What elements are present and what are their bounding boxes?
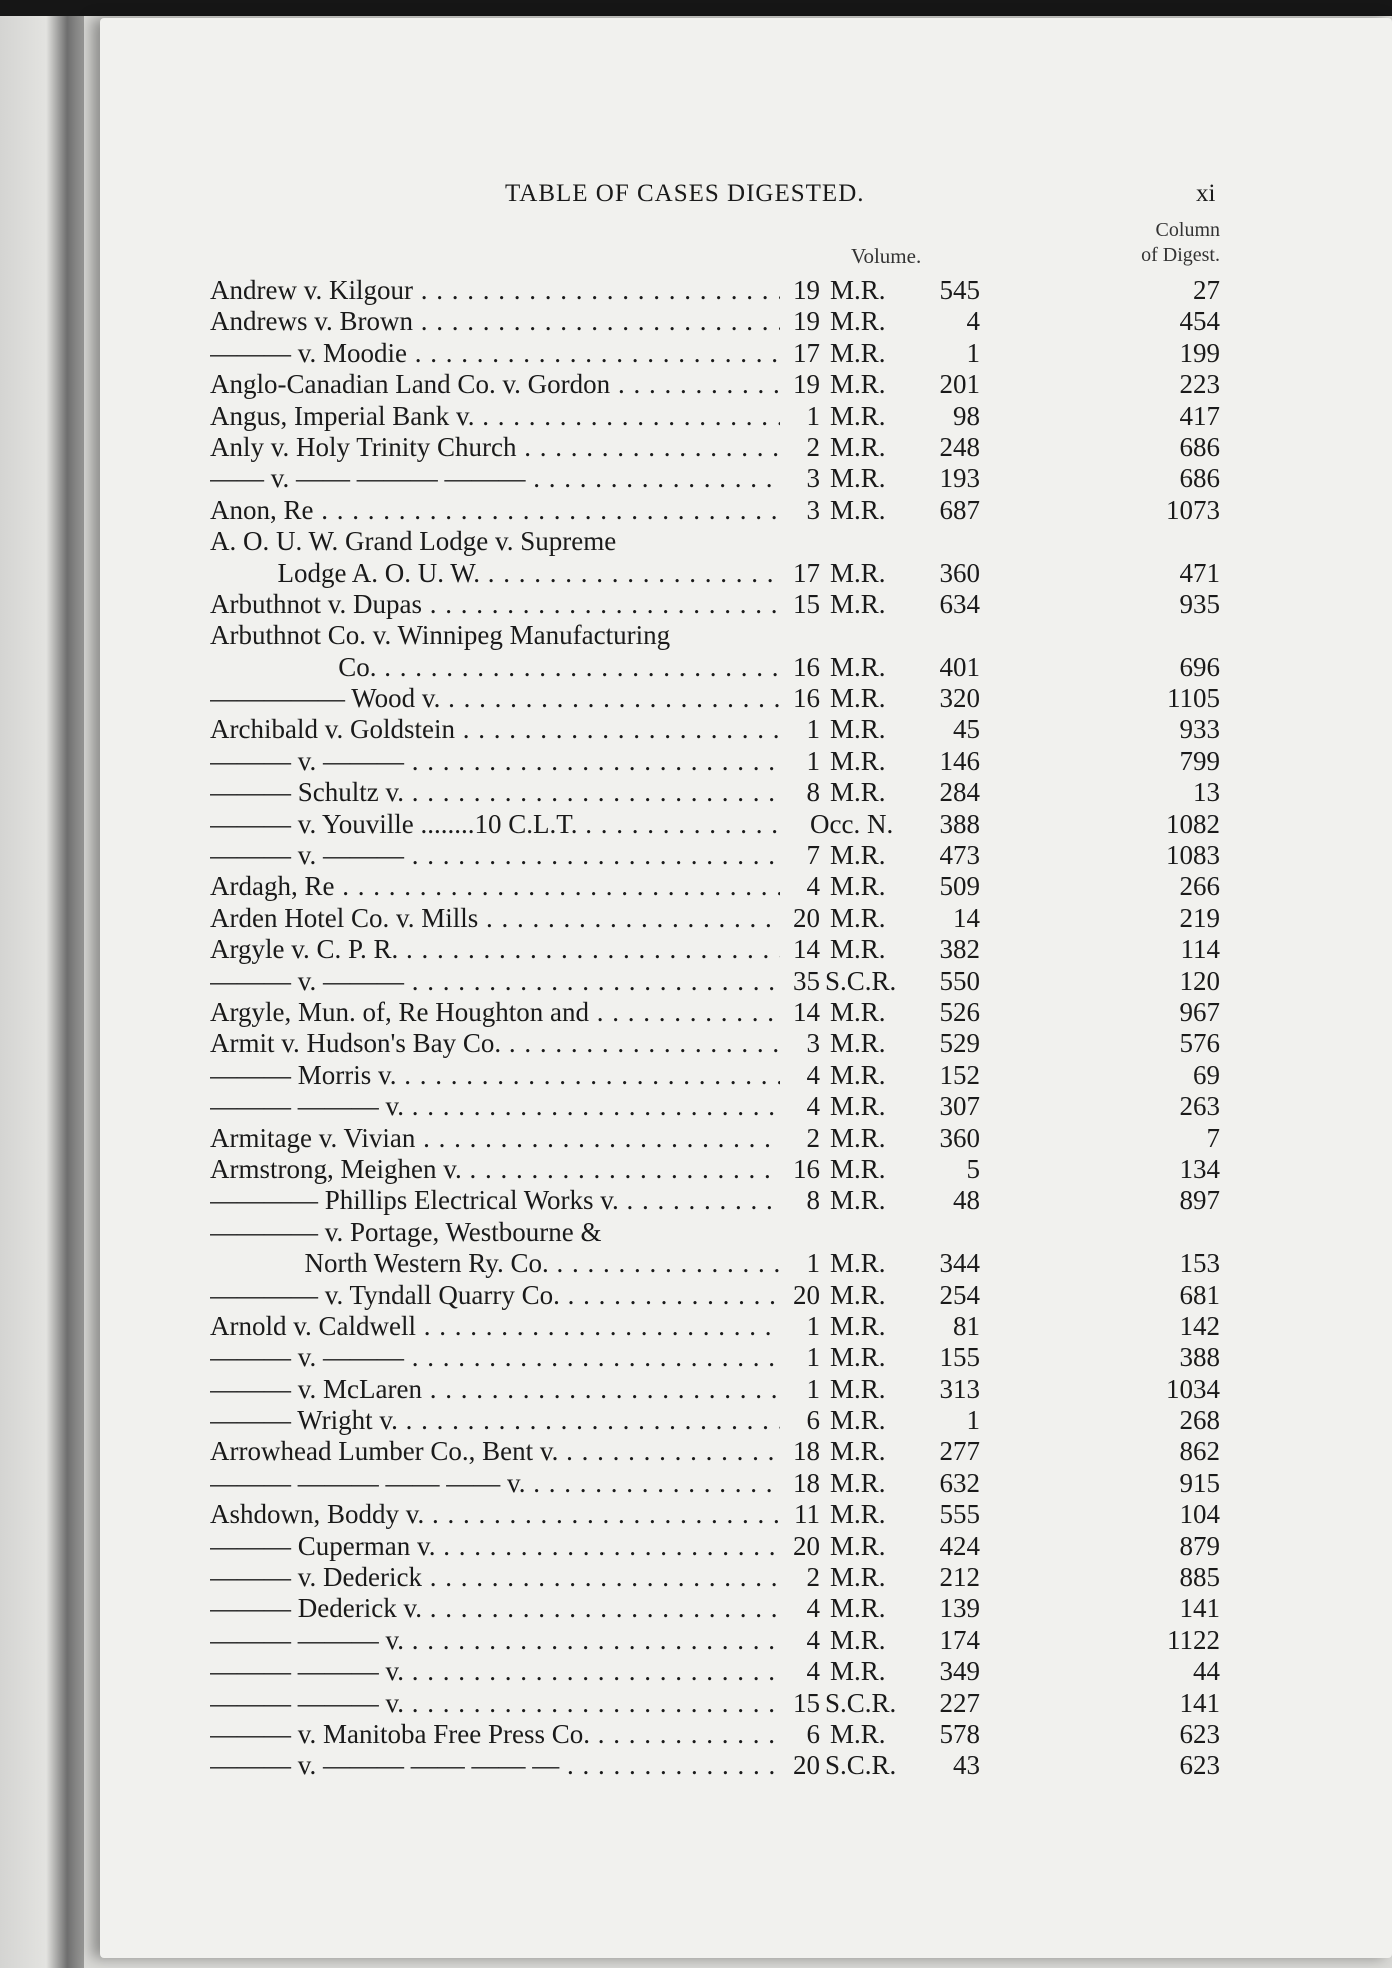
case-entry: [210, 809, 1220, 840]
page-header: [0, 180, 1392, 220]
case-entry: [210, 1342, 1220, 1373]
report-series: M.R.: [830, 431, 886, 462]
case-name: ————— Wood v. . . .: [210, 683, 780, 714]
digest-column: 879: [1179, 1530, 1220, 1561]
report-page: 277: [939, 1436, 980, 1467]
case-entry: [210, 526, 1220, 557]
volume-number: 8: [806, 777, 820, 808]
case-name: ——— Cuperman v. . . .: [210, 1531, 780, 1562]
digest-column: 268: [1179, 1405, 1220, 1436]
report-page: 388: [939, 808, 980, 839]
case-entry: [210, 1750, 1220, 1781]
volume-number: 4: [806, 1091, 820, 1122]
report-series: M.R.: [830, 1405, 886, 1436]
volume-number: 19: [793, 369, 820, 400]
case-entry: [210, 934, 1220, 965]
case-name: ——— ——— v. . . .: [210, 1688, 780, 1719]
case-table: [210, 275, 1220, 1782]
case-entry: [210, 1531, 1220, 1562]
case-entry: [210, 1248, 1220, 1279]
volume-number: 1: [806, 714, 820, 745]
report-page: 473: [939, 840, 980, 871]
case-name: Armitage v. Vivian . . .: [210, 1123, 780, 1154]
case-entry: [210, 275, 1220, 306]
report-series: S.C.R.: [825, 1687, 897, 1718]
case-entry: [210, 1217, 1220, 1248]
case-entry: [210, 997, 1220, 1028]
case-name: ——— Schultz v. . . .: [210, 777, 780, 808]
volume-number: 2: [806, 1562, 820, 1593]
volume-number: 1: [806, 1310, 820, 1341]
report-series: Occ. N.: [810, 808, 894, 839]
digest-column: 134: [1179, 1153, 1220, 1184]
report-series: M.R.: [830, 400, 886, 431]
report-series: M.R.: [830, 934, 886, 965]
case-name: Andrew v. Kilgour . . .: [210, 275, 780, 306]
case-entry: [210, 620, 1220, 651]
case-entry: [210, 1688, 1220, 1719]
case-name: Arden Hotel Co. v. Mills . . .: [210, 903, 780, 934]
report-page: 5: [966, 1153, 980, 1184]
report-series: M.R.: [830, 1028, 886, 1059]
case-entry: [210, 1123, 1220, 1154]
case-name: ———— v. Tyndall Quarry Co. . . .: [210, 1280, 780, 1311]
digest-column: 153: [1179, 1248, 1220, 1279]
case-entry: [210, 495, 1220, 526]
volume-number: 17: [793, 557, 820, 588]
scan-top-border: [0, 0, 1392, 16]
volume-number: 35: [793, 965, 820, 996]
case-name: Andrews v. Brown . . .: [210, 306, 780, 337]
report-page: 1: [966, 1405, 980, 1436]
digest-column: 935: [1179, 588, 1220, 619]
case-name: ——— v. ——— . . .: [210, 1342, 780, 1373]
case-name: ——— v. Manitoba Free Press Co. . . .: [210, 1719, 780, 1750]
volume-number: 19: [793, 275, 820, 305]
case-name: Angus, Imperial Bank v. . . .: [210, 401, 780, 432]
report-page: 632: [939, 1467, 980, 1498]
case-name: ——— Dederick v. . . .: [210, 1593, 780, 1624]
case-entry: [210, 1311, 1220, 1342]
volume-number: 16: [793, 651, 820, 682]
case-entry: [210, 746, 1220, 777]
volume-number: 4: [806, 1593, 820, 1624]
report-series: M.R.: [830, 996, 886, 1027]
report-series: M.R.: [830, 1593, 886, 1624]
case-name: ——— ——— v. . . .: [210, 1091, 780, 1122]
volume-number: 2: [806, 431, 820, 462]
digest-column: 915: [1179, 1467, 1220, 1498]
case-name: Armstrong, Meighen v. . . .: [210, 1154, 780, 1185]
report-page: 529: [939, 1028, 980, 1059]
digest-column: 623: [1179, 1718, 1220, 1749]
report-page: 45: [953, 714, 980, 745]
case-entry: [210, 1060, 1220, 1091]
case-name: ——— v. McLaren . . .: [210, 1374, 780, 1405]
case-entry: [210, 1468, 1220, 1499]
case-entry: [210, 401, 1220, 432]
digest-column: 13: [1193, 777, 1220, 808]
report-series: M.R.: [830, 1091, 886, 1122]
digest-column: 933: [1179, 714, 1220, 745]
report-series: M.R.: [830, 1122, 886, 1153]
digest-column: 219: [1179, 902, 1220, 933]
report-series: M.R.: [830, 1562, 886, 1593]
case-entry: [210, 432, 1220, 463]
case-name: ——— ——— —— —— v. . . .: [210, 1468, 780, 1499]
case-entry: [210, 1374, 1220, 1405]
digest-column: 1122: [1167, 1624, 1220, 1655]
digest-column: 120: [1179, 965, 1220, 996]
volume-number: 14: [793, 934, 820, 965]
case-name: ——— v. ——— . . .: [210, 840, 780, 871]
volume-number: 20: [793, 1530, 820, 1561]
case-entry: [210, 1625, 1220, 1656]
report-page: 14: [953, 902, 980, 933]
digest-column: 454: [1179, 306, 1220, 337]
case-name: ——— ——— v. . . .: [210, 1656, 780, 1687]
case-entry: [210, 463, 1220, 494]
report-page: 139: [939, 1593, 980, 1624]
page-title: TABLE OF CASES DIGESTED.: [505, 180, 865, 207]
case-name: ———— v. Portage, Westbourne &: [210, 1216, 602, 1247]
digest-column: 1105: [1167, 683, 1220, 714]
report-page: 687: [939, 494, 980, 525]
volume-number: 19: [793, 306, 820, 337]
case-name: ——— Wright v. . . .: [210, 1405, 780, 1436]
report-page: 1: [966, 337, 980, 368]
case-name: Anglo-Canadian Land Co. v. Gordon . . .: [210, 369, 780, 400]
digest-column: 799: [1179, 745, 1220, 776]
volume-number: 1: [806, 1248, 820, 1279]
report-page: 424: [939, 1530, 980, 1561]
report-series: M.R.: [830, 1185, 886, 1216]
digest-column: 44: [1193, 1656, 1220, 1687]
volume-number: 15: [793, 1687, 820, 1718]
volume-number: 1: [806, 745, 820, 776]
case-name: ——— ——— v. . . .: [210, 1625, 780, 1656]
report-page: 193: [939, 463, 980, 494]
volume-number: 1: [806, 1342, 820, 1373]
report-series: S.C.R.: [825, 965, 897, 996]
digest-column: 104: [1179, 1499, 1220, 1530]
report-series: M.R.: [830, 683, 886, 714]
case-entry: [210, 1091, 1220, 1122]
case-name: Ardagh, Re . . .: [210, 871, 780, 902]
report-page: 344: [939, 1248, 980, 1279]
report-series: M.R.: [830, 337, 886, 368]
report-series: M.R.: [830, 902, 886, 933]
digest-column: 266: [1179, 871, 1220, 902]
report-series: M.R.: [830, 463, 886, 494]
case-entry: [210, 369, 1220, 400]
digest-column: 967: [1179, 996, 1220, 1027]
report-page: 509: [939, 871, 980, 902]
digest-column: 471: [1179, 557, 1220, 588]
case-entry: [210, 777, 1220, 808]
report-series: M.R.: [830, 1530, 886, 1561]
case-entry: [210, 1185, 1220, 1216]
report-page: 155: [939, 1342, 980, 1373]
report-series: M.R.: [830, 840, 886, 871]
digest-column: 223: [1179, 369, 1220, 400]
volume-number: 16: [793, 683, 820, 714]
volume-number: 14: [793, 996, 820, 1027]
report-series: M.R.: [830, 369, 886, 400]
digest-column: 696: [1179, 651, 1220, 682]
digest-column: 862: [1179, 1436, 1220, 1467]
case-entry: [210, 871, 1220, 902]
report-series: M.R.: [830, 1310, 886, 1341]
case-entry: [210, 1028, 1220, 1059]
volume-number: 4: [806, 1656, 820, 1687]
case-entry: [210, 714, 1220, 745]
digest-column: 142: [1179, 1310, 1220, 1341]
case-entry: [210, 1436, 1220, 1467]
digest-column: 686: [1179, 431, 1220, 462]
report-series: M.R.: [830, 557, 886, 588]
report-series: M.R.: [830, 1248, 886, 1279]
volume-number: 1: [806, 400, 820, 431]
report-page: 545: [939, 275, 980, 305]
report-page: 248: [939, 431, 980, 462]
report-page: 254: [939, 1279, 980, 1310]
report-series: M.R.: [830, 275, 886, 305]
report-page: 227: [939, 1687, 980, 1718]
case-name: —— v. —— ——— ——— . . .: [210, 463, 780, 494]
case-name: Lodge A. O. U. W. . . .: [210, 558, 780, 589]
report-page: 401: [939, 651, 980, 682]
report-page: 146: [939, 745, 980, 776]
report-series: M.R.: [830, 494, 886, 525]
digest-column: 69: [1193, 1059, 1220, 1090]
report-page: 360: [939, 1122, 980, 1153]
case-name: A. O. U. W. Grand Lodge v. Supreme: [210, 526, 617, 557]
report-series: M.R.: [830, 306, 886, 337]
digest-column: 897: [1179, 1185, 1220, 1216]
case-entry: [210, 306, 1220, 337]
report-page: 313: [939, 1373, 980, 1404]
digest-column: 417: [1179, 400, 1220, 431]
report-series: M.R.: [830, 651, 886, 682]
report-series: M.R.: [830, 1153, 886, 1184]
volume-number: 6: [806, 1718, 820, 1749]
case-name: ———— Phillips Electrical Works v. . . .: [210, 1185, 780, 1216]
volume-number: 6: [806, 1405, 820, 1436]
digest-column: 1073: [1166, 494, 1220, 525]
report-page: 320: [939, 683, 980, 714]
case-entry: [210, 1562, 1220, 1593]
report-series: M.R.: [830, 1656, 886, 1687]
facing-page-edge: [0, 16, 84, 1968]
case-entry: [210, 652, 1220, 683]
report-series: M.R.: [830, 1373, 886, 1404]
volume-number: 4: [806, 871, 820, 902]
volume-number: 17: [793, 337, 820, 368]
case-name: ——— v. Dederick . . .: [210, 1562, 780, 1593]
case-entry: [210, 683, 1220, 714]
report-page: 555: [939, 1499, 980, 1530]
report-series: M.R.: [830, 1436, 886, 1467]
report-page: 152: [939, 1059, 980, 1090]
report-page: 284: [939, 777, 980, 808]
digest-column: 1034: [1166, 1373, 1220, 1404]
digest-column: 623: [1179, 1750, 1220, 1781]
report-series: M.R.: [830, 745, 886, 776]
case-name: Archibald v. Goldstein . . .: [210, 714, 780, 745]
case-name: Arbuthnot Co. v. Winnipeg Manufacturing: [210, 620, 671, 651]
case-name: ——— v. ——— . . .: [210, 746, 780, 777]
case-name: Arnold v. Caldwell . . .: [210, 1311, 780, 1342]
report-series: M.R.: [830, 1499, 886, 1530]
report-series: M.R.: [830, 871, 886, 902]
volume-number: 4: [806, 1059, 820, 1090]
case-entry: [210, 1280, 1220, 1311]
report-series: M.R.: [830, 1279, 886, 1310]
volume-number: 15: [793, 588, 820, 619]
digest-column: 1082: [1166, 808, 1220, 839]
digest-column: 27: [1193, 275, 1220, 305]
volume-number: 7: [806, 840, 820, 871]
case-name: Anon, Re . . .: [210, 495, 780, 526]
volume-number: 3: [806, 463, 820, 494]
case-name: ——— v. Moodie . . .: [210, 338, 780, 369]
case-entry: [210, 1593, 1220, 1624]
case-entry: [210, 338, 1220, 369]
volume-column-heading: Volume.: [851, 244, 922, 268]
case-entry: [210, 589, 1220, 620]
digest-column-heading-line1: Column: [1155, 219, 1220, 241]
case-entry: [210, 1154, 1220, 1185]
report-page: 174: [939, 1624, 980, 1655]
volume-number: 11: [794, 1499, 820, 1530]
digest-column: 681: [1179, 1279, 1220, 1310]
digest-column: 388: [1179, 1342, 1220, 1373]
report-page: 201: [939, 369, 980, 400]
volume-number: 3: [806, 1028, 820, 1059]
report-page: 634: [939, 588, 980, 619]
report-page: 360: [939, 557, 980, 588]
report-page: 307: [939, 1091, 980, 1122]
case-entry: [210, 966, 1220, 997]
report-page: 98: [953, 400, 980, 431]
digest-column: 576: [1179, 1028, 1220, 1059]
case-entry: [210, 1719, 1220, 1750]
case-name: Armit v. Hudson's Bay Co. . . .: [210, 1028, 780, 1059]
digest-column: 141: [1179, 1687, 1220, 1718]
volume-number: 16: [793, 1153, 820, 1184]
report-series: M.R.: [830, 1624, 886, 1655]
case-entry: [210, 1499, 1220, 1530]
report-page: 578: [939, 1718, 980, 1749]
digest-column: 1083: [1166, 840, 1220, 871]
case-name: Arbuthnot v. Dupas . . .: [210, 589, 780, 620]
volume-number: 18: [793, 1436, 820, 1467]
volume-number: 4: [806, 1624, 820, 1655]
case-name: Ashdown, Boddy v. . . .: [210, 1499, 780, 1530]
report-series: M.R.: [830, 1467, 886, 1498]
report-series: M.R.: [830, 777, 886, 808]
case-entry: [210, 1405, 1220, 1436]
case-name: ——— v. Youville ........10 C.L.T. . . .: [210, 809, 780, 840]
digest-column: 686: [1179, 463, 1220, 494]
case-name: ——— v. ——— —— —— — . . .: [210, 1750, 780, 1781]
report-series: M.R.: [830, 1342, 886, 1373]
case-entry: [210, 840, 1220, 871]
volume-number: 3: [806, 494, 820, 525]
report-page: 550: [939, 965, 980, 996]
digest-column: 114: [1180, 934, 1220, 965]
volume-number: 20: [793, 1279, 820, 1310]
report-page: 81: [953, 1310, 980, 1341]
report-page: 382: [939, 934, 980, 965]
volume-number: 20: [793, 902, 820, 933]
volume-number: 1: [806, 1373, 820, 1404]
digest-column: 263: [1179, 1091, 1220, 1122]
report-page: 43: [953, 1750, 980, 1781]
digest-column: 199: [1179, 337, 1220, 368]
digest-column-heading-line2: of Digest.: [1141, 244, 1220, 266]
report-page: 349: [939, 1656, 980, 1687]
case-name: ——— Morris v. . . .: [210, 1060, 780, 1091]
volume-number: 2: [806, 1122, 820, 1153]
report-page: 526: [939, 996, 980, 1027]
report-series: M.R.: [830, 1059, 886, 1090]
case-name: Argyle v. C. P. R. . . .: [210, 934, 780, 965]
case-name: ——— v. ——— . . .: [210, 966, 780, 997]
case-name: North Western Ry. Co. . . .: [210, 1248, 780, 1279]
report-series: M.R.: [830, 588, 886, 619]
case-name: Arrowhead Lumber Co., Bent v. . . .: [210, 1436, 780, 1467]
case-entry: [210, 1656, 1220, 1687]
digest-column: 7: [1206, 1122, 1220, 1153]
report-page: 4: [966, 306, 980, 337]
report-series: M.R.: [830, 1718, 886, 1749]
case-name: Anly v. Holy Trinity Church . . .: [210, 432, 780, 463]
report-page: 48: [953, 1185, 980, 1216]
case-entry: [210, 558, 1220, 589]
digest-column-heading: [1090, 218, 1220, 268]
volume-number: 18: [793, 1467, 820, 1498]
report-series: M.R.: [830, 714, 886, 745]
case-name: Co. . . .: [210, 652, 780, 683]
case-name: Argyle, Mun. of, Re Houghton and . . .: [210, 997, 780, 1028]
digest-column: 885: [1179, 1562, 1220, 1593]
volume-number: 8: [806, 1185, 820, 1216]
case-entry: [210, 903, 1220, 934]
volume-number: 20: [793, 1750, 820, 1781]
report-page: 212: [939, 1562, 980, 1593]
digest-column: 141: [1179, 1593, 1220, 1624]
page-number: xi: [1196, 180, 1216, 207]
report-series: S.C.R.: [825, 1750, 897, 1781]
